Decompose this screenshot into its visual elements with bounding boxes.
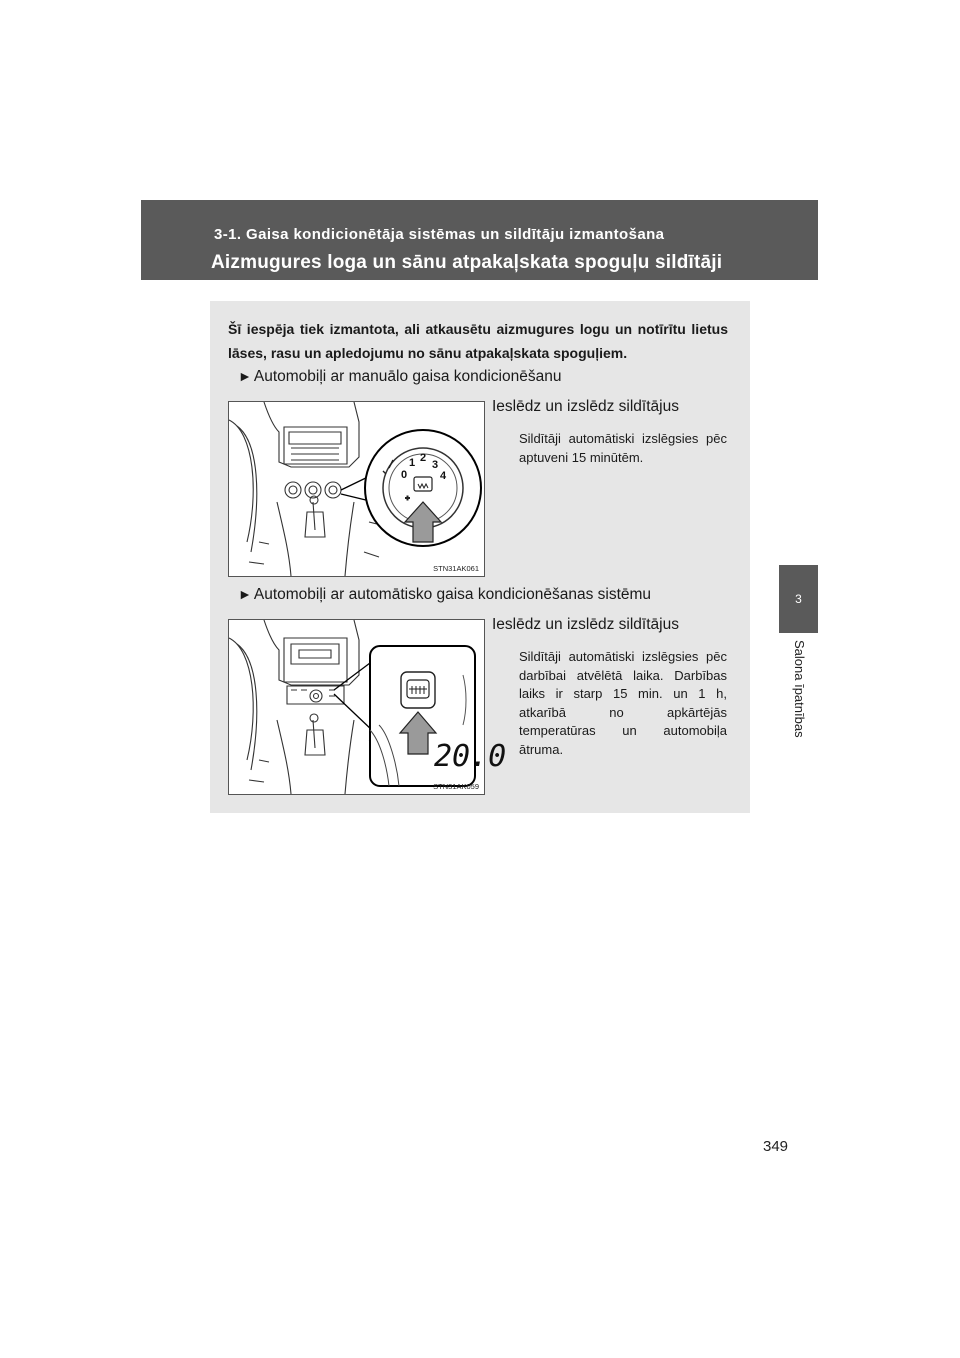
section-header: [141, 200, 818, 280]
figure-manual-ac: [228, 401, 485, 577]
dial-number-0: 0: [401, 469, 408, 481]
chapter-title: Salona īpatnības: [792, 640, 807, 738]
variant-label: Automobiļi ar automātisko gaisa kondicionēšanas sistēmu: [253, 586, 652, 603]
display-readout: 20.0: [434, 739, 507, 774]
page-title: Aizmugures loga un sānu atpakaļskata spoguļu sildītāji: [211, 252, 723, 273]
variant-heading-automatic: [238, 586, 651, 604]
automatic-ac-illustration: [229, 620, 507, 794]
figure-code: STN31AK059: [433, 782, 479, 791]
manual-ac-illustration: [229, 402, 484, 576]
chapter-tab: 3: [779, 565, 818, 633]
content-box: [210, 301, 750, 813]
step-label: Ieslēdz un izslēdz sildītājus: [492, 398, 679, 415]
variant-heading-manual: [238, 368, 561, 386]
figure-automatic-ac: [228, 619, 507, 795]
dial-number-3: 3: [432, 459, 439, 471]
step-description: Sildītāji automātiski izslēgsies pēc darbībai atvēlētā laika. Darbības laiks ir starp 15 min. un 1 h, atkarībā no apkārtējās temperatūras un automobiļa ātruma.: [519, 649, 727, 757]
variant-label: Automobiļi ar manuālo gaisa kondicionēšanu: [253, 368, 562, 385]
intro-text: Šī iespēja tiek izmantota, ali atkausētu aizmugures logu un notīrītu lietus lāses, rasu un apledojumu no sānu atpakaļskata spoguļiem.: [228, 321, 728, 361]
pointer-arrow-icon: ►: [238, 368, 252, 384]
page-number: 349: [763, 1138, 789, 1155]
section-subtitle: 3-1. Gaisa kondicionētāja sistēmas un sildītāju izmantošana: [214, 226, 665, 243]
step-description: Sildītāji automātiski izslēgsies pēc aptuveni 15 minūtēm.: [519, 431, 727, 465]
dial-number-4: 4: [440, 470, 447, 482]
pointer-arrow-icon: ►: [238, 586, 252, 602]
figure-code: STN31AK061: [433, 564, 479, 573]
dial-number-1: 1: [409, 457, 416, 469]
dial-number-2: 2: [420, 452, 427, 464]
step-label: Ieslēdz un izslēdz sildītājus: [492, 616, 679, 633]
